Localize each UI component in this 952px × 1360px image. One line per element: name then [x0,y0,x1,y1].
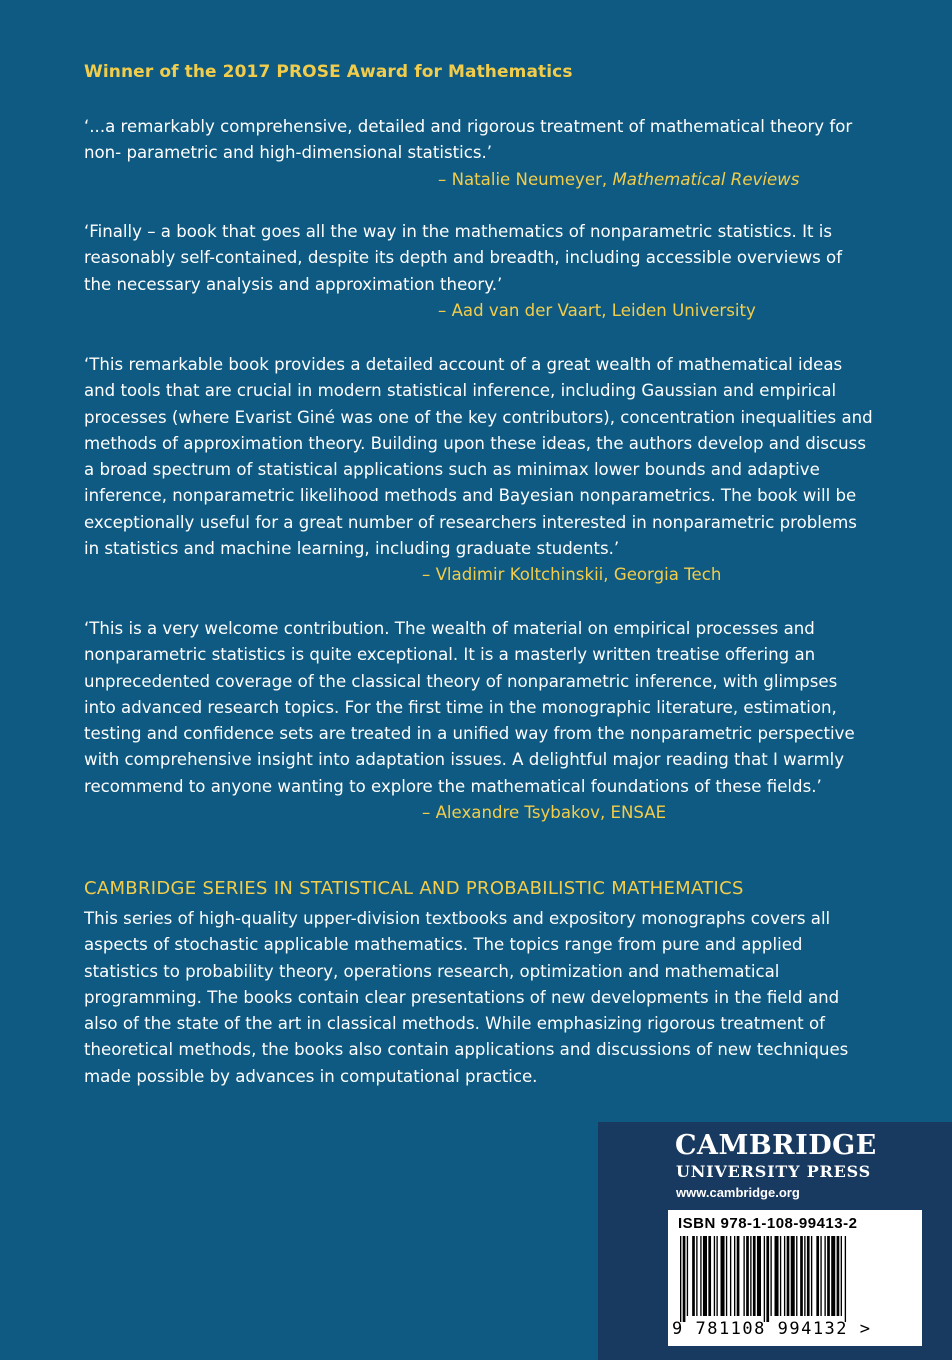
barcode-bar [703,1236,707,1316]
review-attribution [422,800,666,826]
barcode-bar [680,1236,681,1322]
review-source: Mathematical Reviews [612,169,800,189]
award-banner: Winner of the 2017 PROSE Award for Mathematics [84,62,573,82]
barcode-bar [827,1236,830,1316]
barcode-bar [770,1236,771,1316]
review-attribution [84,167,874,193]
barcode-bar [734,1236,735,1316]
barcode-bar [737,1236,740,1316]
publisher-subtitle: UNIVERSITY PRESS [676,1162,871,1181]
barcode-bar [683,1236,686,1322]
barcode-bar [696,1236,697,1316]
isbn-label: ISBN 978-1-108-99413-2 [678,1215,858,1232]
barcode-bar [796,1236,797,1316]
review-author: – Aad van der Vaart, Leiden University [438,300,756,320]
barcode-bar [730,1236,731,1316]
barcode-bar [766,1236,769,1322]
review-attribution [84,298,874,324]
review-quote: ‘This remarkable book provides a detailed account of a great wealth of mathematical ideas and tools that are crucial in modern statistical inference, including Gaussian and empirical processes (where Evarist Giné was one of the key contributors), concentration inequalities and methods of approximation theory. Building upon these ideas, the authors develop and discuss a broad spectrum of statistical applications such as minimax lower bounds and adaptive inference, nonparametric likelihood methods and Bayesian nonparametrics. The book will be exceptionally useful for a great number of researchers interested in nonparametric problems in statistics and machine learning, including graduate students.’ [84,355,873,559]
barcode-bar [746,1236,749,1316]
series-title: CAMBRIDGE SERIES IN STATISTICAL AND PROBABILISTIC MATHEMATICS [84,878,744,899]
barcode-bar [700,1236,701,1316]
barcode-bar [807,1236,810,1316]
publisher-name: CAMBRIDGE [675,1130,877,1161]
barcode-bar [714,1236,715,1316]
barcode-bar [687,1236,688,1316]
barcode-bar [780,1236,781,1316]
review-author: – Natalie Neumeyer, [438,169,613,189]
barcode-bar [750,1236,751,1316]
review-1 [84,114,874,193]
barcode-bar [811,1236,812,1316]
review-2 [84,219,874,324]
barcode-bar [804,1236,805,1316]
barcode-bar [837,1236,840,1316]
barcode-digits: 9 781108 994132 > [672,1319,872,1339]
barcode-bar [831,1236,835,1316]
barcode-bar [764,1236,765,1322]
publisher-panel [598,1122,952,1360]
barcode-bar [824,1236,825,1316]
review-4 [84,616,874,822]
barcode-bar [845,1236,846,1322]
barcode-bar [726,1236,727,1316]
barcode-bar [753,1236,756,1316]
barcode-box [668,1210,922,1346]
barcode-bar [721,1236,725,1316]
barcode-bar [787,1236,790,1316]
review-attribution [84,562,874,588]
series-description: This series of high-quality upper-division textbooks and expository monographs covers all aspects of stochastic applicable mathematics. The topics range from pure and applied statistics to probability theory, operations research, optimization and mathematical programming. The books contain clear presentations of new developments in the field and also of the state of the art in classical methods. While emphasizing rigorous treatment of theoretical methods, the books also contain applications and discussions of new techniques made possible by advances in computational practice. [84,909,849,1086]
barcode-icon [680,1236,910,1322]
barcode-bar [800,1236,803,1316]
barcode-bar [692,1236,695,1316]
review-quote: ‘...a remarkably comprehensive, detailed and rigorous treatment of mathematical theory for non- parametric and high-dimensional statistics.’ [84,117,853,163]
review-author: – Vladimir Koltchinskii, Georgia Tech [422,565,722,585]
review-3 [84,352,874,589]
review-author: – Alexandre Tsybakov, ENSAE [422,803,667,822]
review-quote: ‘Finally – a book that goes all the way in the mathematics of nonparametric statistics. It is reasonably self-contained, despite its depth and breadth, including accessible overviews of the necessary analysis and approximation theory.’ [84,222,843,294]
barcode-bar [716,1236,717,1316]
barcode-bar [743,1236,744,1316]
publisher-url[interactable]: www.cambridge.org [676,1185,800,1200]
barcode-bar [816,1236,819,1316]
barcode-bar [708,1236,711,1316]
review-quote: ‘This is a very welcome contribution. The wealth of material on empirical processes and nonparametric statistics is quite exceptional. It is a masterly written treatise offering an unprecedented coverage of the classical theory of nonparametric inference, with glimpses into advanced research topics. For the first time in the monographic literature, estimation, testing and confidence sets are treated in a unified way from the nonparametric perspective with comprehensive insight into adaptation issues. A delightful major reading that I warmly recommend to anyone wanting to explore the mathematical foundations of these fields.’ [84,619,855,796]
barcode-bar [775,1236,779,1316]
barcode-bar [757,1236,761,1316]
barcode-bar [841,1236,842,1316]
barcode-bar [820,1236,821,1316]
barcode-bar [784,1236,785,1316]
barcode-bar [791,1236,795,1316]
